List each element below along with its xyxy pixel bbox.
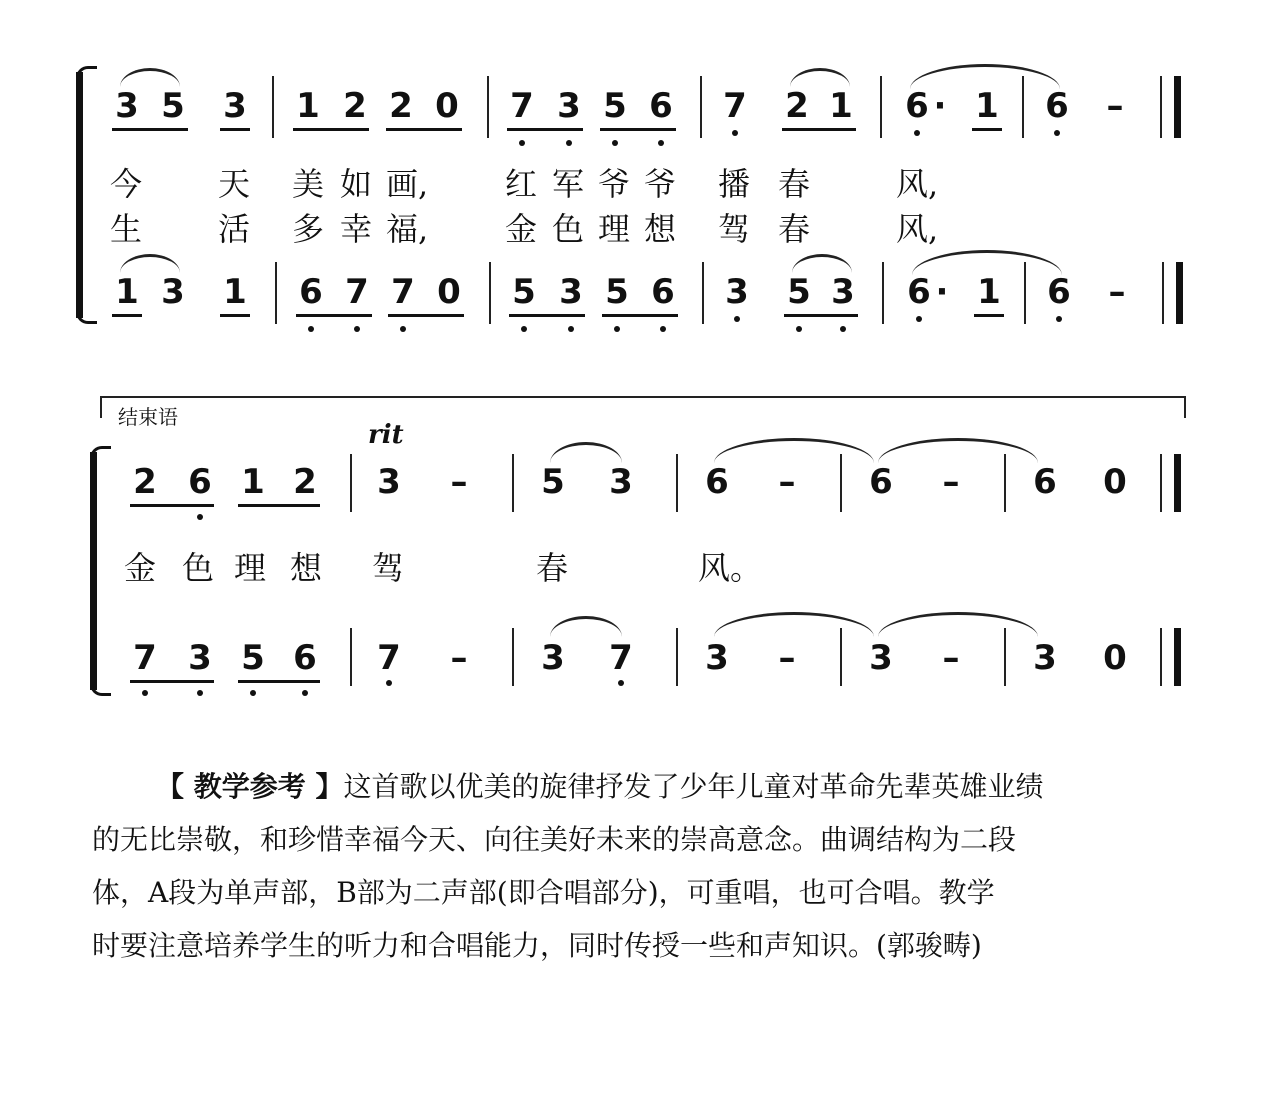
lyric: 今 [110,165,143,203]
lyric: 爷 [644,165,677,203]
note: 1 [223,272,247,312]
lyric: 红 [505,165,538,203]
teaching-line-3: 体，A段为单声部，B部为二声部(即合唱部分)，可重唱，也可合唱。教学 [92,876,995,909]
slur [790,68,850,87]
octave-dot [612,140,618,146]
lyric: 活 [218,210,251,248]
note: 3 [223,86,247,126]
barline [275,262,277,324]
slur [714,438,874,463]
slur [120,68,180,87]
barline [1160,76,1162,138]
note: 3 [725,272,749,312]
octave-dot [568,326,574,332]
octave-dot [354,326,360,332]
lyric: 风。 [698,549,763,587]
octave-dot [658,140,664,146]
slur [120,254,180,273]
barline [487,76,489,138]
system-2-bracket [90,452,97,690]
barline [350,454,352,512]
octave-dot [796,326,802,332]
barline [512,628,514,686]
barline [350,628,352,686]
beam [130,680,214,683]
note: 6 [299,272,323,312]
beam [972,128,1002,131]
octave-dot [734,316,740,322]
barline [700,76,702,138]
lyric: 幸 [340,210,373,248]
octave-dot [614,326,620,332]
beam [296,314,372,317]
beam [293,128,369,131]
beam [220,314,250,317]
octave-dot [519,140,525,146]
lyric: 春 [778,210,811,248]
octave-dot [840,326,846,332]
slur [792,254,852,273]
lyric: 驾 [372,549,405,587]
note: 5 [512,272,536,312]
note: 3 [705,638,729,678]
octave-dot [1056,316,1062,322]
note: 3 [541,638,565,678]
barline [489,262,491,324]
barline [1160,454,1162,512]
note: 7 [609,638,633,678]
note: 5 [541,462,565,502]
beam [507,128,583,131]
teaching-line-4: 时要注意培养学生的听力和合唱能力，同时传授一些和声知识。(郭骏畴) [92,929,982,962]
beam [974,314,1004,317]
barline [512,454,514,512]
slur [910,64,1060,89]
note: 5 [161,86,185,126]
beam [784,314,858,317]
lyric: 色 [182,549,215,587]
ending-label: 结束语 [118,405,178,429]
octave-dot [732,130,738,136]
lyric: 风, [896,165,939,203]
barline [882,262,884,324]
barline [676,628,678,686]
note: 6 [705,462,729,502]
final-barline [1176,262,1183,324]
lyric: 春 [778,165,811,203]
slur [912,250,1062,275]
octave-dot [618,680,624,686]
note: · [935,272,949,312]
beam [388,314,464,317]
barline [1162,262,1164,324]
note: 1 [977,272,1001,312]
note: 5 [787,272,811,312]
note: 3 [161,272,185,312]
teaching-line-1: 【 教学参考 】这首歌以优美的旋律抒发了少年儿童对革命先辈英雄业绩 [156,770,1044,803]
lyric: 爷 [598,165,631,203]
octave-dot [197,514,203,520]
note: 1 [975,86,999,126]
note: 1 [241,462,265,502]
octave-dot [566,140,572,146]
slur [714,612,874,637]
lyric: 多 [292,210,325,248]
beam [386,128,462,131]
barline [880,76,882,138]
note: 6 [649,86,673,126]
octave-dot [521,326,527,332]
lyric: 生 [110,210,143,248]
system-1-bracket [76,72,83,318]
note: 7 [510,86,534,126]
beam [220,128,250,131]
slur [550,442,622,463]
note: 2 [293,462,317,502]
note: 3 [115,86,139,126]
barline [702,262,704,324]
note: 6 [1045,86,1069,126]
lyric: 理 [234,549,267,587]
lyric: 春 [536,549,569,587]
note: 6 [907,272,931,312]
lyric: 如 [340,165,373,203]
note: 1 [115,272,139,312]
note: 3 [1033,638,1057,678]
note: 3 [831,272,855,312]
lyric: 画, [386,165,429,203]
lyric: 想 [644,210,677,248]
teaching-heading: 【 教学参考 】 [156,770,344,803]
final-barline [1174,628,1181,686]
octave-dot [197,690,203,696]
lyric: 想 [290,549,323,587]
barline [272,76,274,138]
octave-dot [302,690,308,696]
beam [509,314,585,317]
note: 6 [651,272,675,312]
teaching-reference [92,760,1187,972]
note: 3 [609,462,633,502]
ending-bracket [100,396,1186,418]
note: 7 [133,638,157,678]
note: – [1106,86,1124,126]
slur [878,438,1038,463]
lyric: 美 [292,165,325,203]
lyric: 驾 [718,210,751,248]
note: 5 [605,272,629,312]
note: 0 [1103,462,1127,502]
note: – [450,638,468,678]
note: 5 [241,638,265,678]
note: – [450,462,468,502]
barline [676,454,678,512]
note: 0 [1103,638,1127,678]
note: 7 [391,272,415,312]
final-barline [1174,454,1181,512]
beam [600,128,676,131]
note: 3 [557,86,581,126]
octave-dot [250,690,256,696]
note: – [942,638,960,678]
barline [1160,628,1162,686]
beam [238,680,320,683]
note: 3 [559,272,583,312]
note: 6 [188,462,212,502]
lyric: 军 [552,165,585,203]
beam [130,504,214,507]
note: 2 [133,462,157,502]
octave-dot [914,130,920,136]
octave-dot [1054,130,1060,136]
beam [112,128,188,131]
octave-dot [142,690,148,696]
octave-dot [400,326,406,332]
lyric: 播 [718,165,751,203]
lyric: 风, [896,210,939,248]
note: 7 [345,272,369,312]
beam [238,504,320,507]
lyric: 天 [218,165,251,203]
note: 7 [377,638,401,678]
lyric: 金 [505,210,538,248]
teaching-line-2: 的无比崇敬，和珍惜幸福今天、向往美好未来的崇高意念。曲调结构为二段 [92,823,1017,856]
note: · [933,86,947,126]
note: 2 [343,86,367,126]
lyric: 理 [598,210,631,248]
note: 1 [296,86,320,126]
slur [878,612,1038,637]
note: 6 [905,86,929,126]
beam [112,314,142,317]
note: 6 [1047,272,1071,312]
octave-dot [660,326,666,332]
note: – [942,462,960,502]
note: – [1108,272,1126,312]
lyric: 色 [552,210,585,248]
note: 6 [1033,462,1057,502]
note: 2 [785,86,809,126]
note: – [778,638,796,678]
note: 6 [869,462,893,502]
note: 3 [377,462,401,502]
octave-dot [386,680,392,686]
note: 6 [293,638,317,678]
note: – [778,462,796,502]
note: 1 [829,86,853,126]
note: 2 [389,86,413,126]
octave-dot [308,326,314,332]
tempo-marking: rit [368,420,404,450]
beam [782,128,856,131]
slur [550,616,622,637]
note: 3 [188,638,212,678]
note: 0 [437,272,461,312]
lyric: 福, [386,210,429,248]
beam [602,314,678,317]
note: 0 [435,86,459,126]
note: 3 [869,638,893,678]
note: 7 [723,86,747,126]
octave-dot [916,316,922,322]
final-barline [1174,76,1181,138]
note: 5 [603,86,627,126]
lyric: 金 [124,549,157,587]
